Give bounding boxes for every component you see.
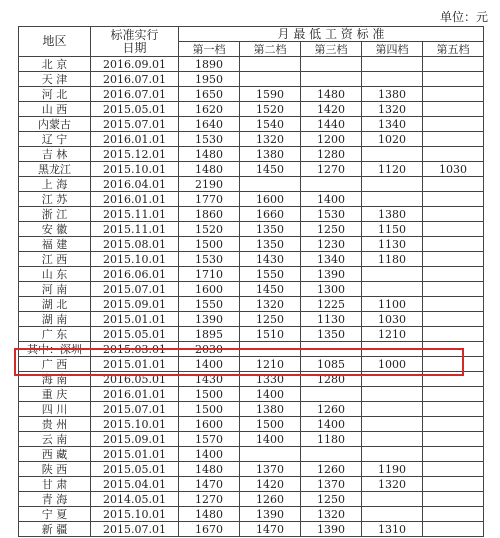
region-cell: 海 南 <box>19 372 91 387</box>
tier-4-cell: 1100 <box>362 297 423 312</box>
tier-1-cell: 1400 <box>179 447 240 462</box>
header-date: 标准实行 日期 <box>91 27 179 57</box>
tier-3-cell: 1180 <box>301 432 362 447</box>
table-row <box>19 417 484 432</box>
tier-3-cell: 1130 <box>301 312 362 327</box>
tier-4-cell <box>362 282 423 297</box>
date-cell: 2015.11.01 <box>91 222 179 237</box>
tier-1-cell: 1400 <box>179 357 240 372</box>
header-tier-3: 第三档 <box>301 42 362 57</box>
tier-1-cell: 1895 <box>179 327 240 342</box>
date-cell: 2015.11.01 <box>91 207 179 222</box>
date-cell: 2016.07.01 <box>91 72 179 87</box>
tier-2-cell: 1350 <box>240 237 301 252</box>
region-cell: 广 东 <box>19 327 91 342</box>
table-row <box>19 447 484 462</box>
tier-5-cell <box>423 117 484 132</box>
tier-3-cell <box>301 387 362 402</box>
tier-3-cell: 1420 <box>301 102 362 117</box>
tier-3-cell: 1200 <box>301 132 362 147</box>
region-cell: 湖 南 <box>19 312 91 327</box>
tier-2-cell: 1390 <box>240 507 301 522</box>
tier-3-cell: 1280 <box>301 147 362 162</box>
table-row <box>19 387 484 402</box>
date-cell: 2015.07.01 <box>91 117 179 132</box>
tier-1-cell: 1890 <box>179 57 240 72</box>
header-tier-1: 第一档 <box>179 42 240 57</box>
tier-2-cell: 1500 <box>240 417 301 432</box>
tier-3-cell: 1530 <box>301 207 362 222</box>
tier-4-cell <box>362 57 423 72</box>
table-row <box>19 132 484 147</box>
table-row <box>19 267 484 282</box>
tier-3-cell: 1250 <box>301 222 362 237</box>
tier-2-cell: 1370 <box>240 462 301 477</box>
tier-1-cell: 1480 <box>179 162 240 177</box>
tier-3-cell: 1390 <box>301 267 362 282</box>
region-cell: 河 南 <box>19 282 91 297</box>
region-cell: 宁 夏 <box>19 507 91 522</box>
date-cell: 2015.10.01 <box>91 162 179 177</box>
tier-2-cell: 1520 <box>240 102 301 117</box>
date-cell: 2016.01.01 <box>91 192 179 207</box>
region-cell: 天 津 <box>19 72 91 87</box>
date-cell: 2016.06.01 <box>91 267 179 282</box>
tier-5-cell <box>423 87 484 102</box>
tier-4-cell: 1130 <box>362 237 423 252</box>
region-cell: 新 疆 <box>19 522 91 537</box>
tier-4-cell: 1150 <box>362 222 423 237</box>
tier-2-cell: 1450 <box>240 162 301 177</box>
tier-2-cell: 1210 <box>240 357 301 372</box>
tier-4-cell <box>362 507 423 522</box>
tier-1-cell: 2190 <box>179 177 240 192</box>
tier-2-cell: 1250 <box>240 312 301 327</box>
table-row <box>19 192 484 207</box>
table-row <box>19 72 484 87</box>
date-cell: 2016.04.01 <box>91 177 179 192</box>
tier-1-cell: 1520 <box>179 222 240 237</box>
tier-5-cell <box>423 522 484 537</box>
table-row <box>19 402 484 417</box>
tier-4-cell <box>362 432 423 447</box>
tier-3-cell: 1260 <box>301 462 362 477</box>
region-cell: 山 西 <box>19 102 91 117</box>
tier-5-cell <box>423 132 484 147</box>
table-row <box>19 282 484 297</box>
tier-5-cell <box>423 222 484 237</box>
tier-1-cell: 1670 <box>179 522 240 537</box>
region-cell: 贵 州 <box>19 417 91 432</box>
table-row <box>19 327 484 342</box>
tier-2-cell: 1540 <box>240 117 301 132</box>
tier-4-cell: 1380 <box>362 87 423 102</box>
tier-5-cell <box>423 297 484 312</box>
tier-1-cell: 1600 <box>179 282 240 297</box>
table-row <box>19 57 484 72</box>
tier-1-cell: 1470 <box>179 477 240 492</box>
tier-3-cell: 1250 <box>301 492 362 507</box>
tier-1-cell: 2030 <box>179 342 240 357</box>
tier-3-cell: 1225 <box>301 297 362 312</box>
tier-4-cell <box>362 147 423 162</box>
tier-1-cell: 1480 <box>179 507 240 522</box>
region-cell: 重 庆 <box>19 387 91 402</box>
tier-2-cell: 1380 <box>240 147 301 162</box>
tier-5-cell <box>423 252 484 267</box>
tier-1-cell: 1390 <box>179 312 240 327</box>
region-cell: 山 东 <box>19 267 91 282</box>
tier-2-cell <box>240 72 301 87</box>
tier-1-cell: 1650 <box>179 87 240 102</box>
tier-3-cell: 1400 <box>301 417 362 432</box>
table-row <box>19 162 484 177</box>
tier-1-cell: 1950 <box>179 72 240 87</box>
tier-1-cell: 1710 <box>179 267 240 282</box>
tier-4-cell: 1190 <box>362 462 423 477</box>
table-row <box>19 222 484 237</box>
date-cell: 2015.01.01 <box>91 357 179 372</box>
tier-3-cell: 1260 <box>301 402 362 417</box>
tier-5-cell <box>423 102 484 117</box>
tier-2-cell: 1550 <box>240 267 301 282</box>
header-region: 地区 <box>19 27 91 57</box>
date-cell: 2015.10.01 <box>91 417 179 432</box>
tier-3-cell: 1440 <box>301 117 362 132</box>
region-cell: 其中：深圳 <box>19 342 91 357</box>
tier-3-cell: 1270 <box>301 162 362 177</box>
region-cell: 江 西 <box>19 252 91 267</box>
tier-5-cell <box>423 387 484 402</box>
tier-3-cell <box>301 177 362 192</box>
date-cell: 2015.10.01 <box>91 507 179 522</box>
tier-5-cell: 1030 <box>423 162 484 177</box>
date-cell: 2016.01.01 <box>91 387 179 402</box>
tier-4-cell: 1000 <box>362 357 423 372</box>
tier-5-cell <box>423 267 484 282</box>
tier-4-cell <box>362 402 423 417</box>
date-cell: 2015.03.01 <box>91 342 179 357</box>
date-cell: 2015.08.01 <box>91 237 179 252</box>
date-cell: 2015.05.01 <box>91 462 179 477</box>
date-cell: 2015.01.01 <box>91 312 179 327</box>
tier-2-cell: 1590 <box>240 87 301 102</box>
table-row <box>19 432 484 447</box>
tier-3-cell <box>301 447 362 462</box>
tier-5-cell <box>423 207 484 222</box>
table-row <box>19 492 484 507</box>
tier-1-cell: 1570 <box>179 432 240 447</box>
table-row <box>19 207 484 222</box>
tier-4-cell <box>362 447 423 462</box>
region-cell: 福 建 <box>19 237 91 252</box>
region-cell: 四 川 <box>19 402 91 417</box>
region-cell: 云 南 <box>19 432 91 447</box>
tier-1-cell: 1270 <box>179 492 240 507</box>
tier-5-cell <box>423 402 484 417</box>
tier-1-cell: 1500 <box>179 402 240 417</box>
table-row <box>19 252 484 267</box>
tier-3-cell: 1300 <box>301 282 362 297</box>
tier-4-cell <box>362 177 423 192</box>
tier-1-cell: 1620 <box>179 102 240 117</box>
tier-4-cell: 1020 <box>362 132 423 147</box>
tier-5-cell <box>423 147 484 162</box>
region-cell: 上 海 <box>19 177 91 192</box>
table-row <box>19 312 484 327</box>
tier-3-cell: 1480 <box>301 87 362 102</box>
date-cell: 2015.07.01 <box>91 522 179 537</box>
tier-2-cell: 1660 <box>240 207 301 222</box>
date-cell: 2016.05.01 <box>91 372 179 387</box>
tier-4-cell: 1340 <box>362 117 423 132</box>
tier-3-cell: 1400 <box>301 192 362 207</box>
tier-2-cell <box>240 177 301 192</box>
tier-5-cell <box>423 492 484 507</box>
date-cell: 2015.12.01 <box>91 147 179 162</box>
tier-1-cell: 1770 <box>179 192 240 207</box>
tier-4-cell: 1210 <box>362 327 423 342</box>
date-cell: 2015.09.01 <box>91 432 179 447</box>
tier-4-cell: 1320 <box>362 102 423 117</box>
tier-4-cell: 1320 <box>362 477 423 492</box>
tier-5-cell <box>423 507 484 522</box>
tier-5-cell <box>423 417 484 432</box>
tier-3-cell <box>301 72 362 87</box>
tier-5-cell <box>423 72 484 87</box>
tier-1-cell: 1500 <box>179 387 240 402</box>
tier-1-cell: 1480 <box>179 462 240 477</box>
tier-3-cell: 1370 <box>301 477 362 492</box>
table-row <box>19 177 484 192</box>
tier-2-cell: 1450 <box>240 282 301 297</box>
tier-2-cell: 1380 <box>240 402 301 417</box>
tier-1-cell: 1430 <box>179 372 240 387</box>
tier-1-cell: 1600 <box>179 417 240 432</box>
tier-2-cell: 1400 <box>240 387 301 402</box>
tier-2-cell: 1470 <box>240 522 301 537</box>
table-row <box>19 102 484 117</box>
tier-2-cell: 1510 <box>240 327 301 342</box>
tier-4-cell <box>362 72 423 87</box>
tier-1-cell: 1480 <box>179 147 240 162</box>
date-cell: 2015.05.01 <box>91 102 179 117</box>
tier-3-cell: 1390 <box>301 522 362 537</box>
tier-3-cell: 1280 <box>301 372 362 387</box>
region-cell: 青 海 <box>19 492 91 507</box>
region-cell: 黑龙江 <box>19 162 91 177</box>
tier-5-cell <box>423 477 484 492</box>
region-cell: 江 苏 <box>19 192 91 207</box>
tier-4-cell: 1120 <box>362 162 423 177</box>
tier-2-cell: 1600 <box>240 192 301 207</box>
region-cell: 浙 江 <box>19 207 91 222</box>
tier-4-cell: 1030 <box>362 312 423 327</box>
tier-3-cell: 1340 <box>301 252 362 267</box>
table-row <box>19 477 484 492</box>
tier-3-cell: 1350 <box>301 327 362 342</box>
tier-2-cell: 1350 <box>240 222 301 237</box>
region-cell: 湖 北 <box>19 297 91 312</box>
tier-3-cell: 1085 <box>301 357 362 372</box>
minimum-wage-table <box>18 26 484 537</box>
region-cell: 北 京 <box>19 57 91 72</box>
tier-2-cell: 1260 <box>240 492 301 507</box>
tier-4-cell: 1310 <box>362 522 423 537</box>
tier-3-cell <box>301 57 362 72</box>
tier-5-cell <box>423 177 484 192</box>
region-cell: 甘 肃 <box>19 477 91 492</box>
tier-5-cell <box>423 192 484 207</box>
tier-5-cell <box>423 312 484 327</box>
table-row <box>19 462 484 477</box>
tier-5-cell <box>423 237 484 252</box>
date-cell: 2015.01.01 <box>91 447 179 462</box>
date-cell: 2015.10.01 <box>91 252 179 267</box>
header-wage-standard: 月 最 低 工 资 标 准 <box>179 27 484 42</box>
tier-2-cell: 1330 <box>240 372 301 387</box>
tier-2-cell: 1320 <box>240 132 301 147</box>
tier-2-cell <box>240 57 301 72</box>
table-row <box>19 522 484 537</box>
date-cell: 2015.09.01 <box>91 297 179 312</box>
tier-5-cell <box>423 57 484 72</box>
tier-5-cell <box>423 327 484 342</box>
tier-4-cell <box>362 417 423 432</box>
tier-4-cell <box>362 492 423 507</box>
region-cell: 西 藏 <box>19 447 91 462</box>
tier-2-cell: 1430 <box>240 252 301 267</box>
table-row <box>19 237 484 252</box>
tier-5-cell <box>423 282 484 297</box>
tier-5-cell <box>423 462 484 477</box>
region-cell: 陕 西 <box>19 462 91 477</box>
region-cell: 内蒙古 <box>19 117 91 132</box>
region-cell: 河 北 <box>19 87 91 102</box>
table-body <box>19 57 484 537</box>
header-tier-2: 第二档 <box>240 42 301 57</box>
table-row <box>19 507 484 522</box>
date-cell: 2016.07.01 <box>91 87 179 102</box>
tier-2-cell: 1320 <box>240 297 301 312</box>
table-row <box>19 87 484 102</box>
tier-1-cell: 1500 <box>179 237 240 252</box>
date-cell: 2015.05.01 <box>91 327 179 342</box>
date-cell: 2014.05.01 <box>91 492 179 507</box>
tier-4-cell: 1180 <box>362 252 423 267</box>
tier-1-cell: 1530 <box>179 132 240 147</box>
tier-4-cell: 1380 <box>362 207 423 222</box>
date-cell: 2016.01.01 <box>91 132 179 147</box>
header-tier-4: 第四档 <box>362 42 423 57</box>
highlight-box <box>14 348 464 376</box>
date-cell: 2015.07.01 <box>91 282 179 297</box>
tier-5-cell <box>423 447 484 462</box>
tier-2-cell: 1400 <box>240 432 301 447</box>
unit-label: 单位：元 <box>439 10 488 24</box>
date-cell: 2015.04.01 <box>91 477 179 492</box>
table-row <box>19 147 484 162</box>
header-tier-5: 第五档 <box>423 42 484 57</box>
tier-2-cell <box>240 447 301 462</box>
tier-1-cell: 1860 <box>179 207 240 222</box>
tier-5-cell <box>423 432 484 447</box>
tier-4-cell <box>362 267 423 282</box>
table-row <box>19 117 484 132</box>
tier-2-cell: 1420 <box>240 477 301 492</box>
date-cell: 2016.09.01 <box>91 57 179 72</box>
region-cell: 辽 宁 <box>19 132 91 147</box>
tier-3-cell: 1230 <box>301 237 362 252</box>
region-cell: 吉 林 <box>19 147 91 162</box>
tier-4-cell <box>362 387 423 402</box>
region-cell: 广 西 <box>19 357 91 372</box>
tier-1-cell: 1550 <box>179 297 240 312</box>
date-cell: 2015.07.01 <box>91 402 179 417</box>
table-row <box>19 297 484 312</box>
tier-3-cell: 1320 <box>301 507 362 522</box>
tier-1-cell: 1640 <box>179 117 240 132</box>
tier-4-cell <box>362 192 423 207</box>
tier-1-cell: 1530 <box>179 252 240 267</box>
region-cell: 安 徽 <box>19 222 91 237</box>
